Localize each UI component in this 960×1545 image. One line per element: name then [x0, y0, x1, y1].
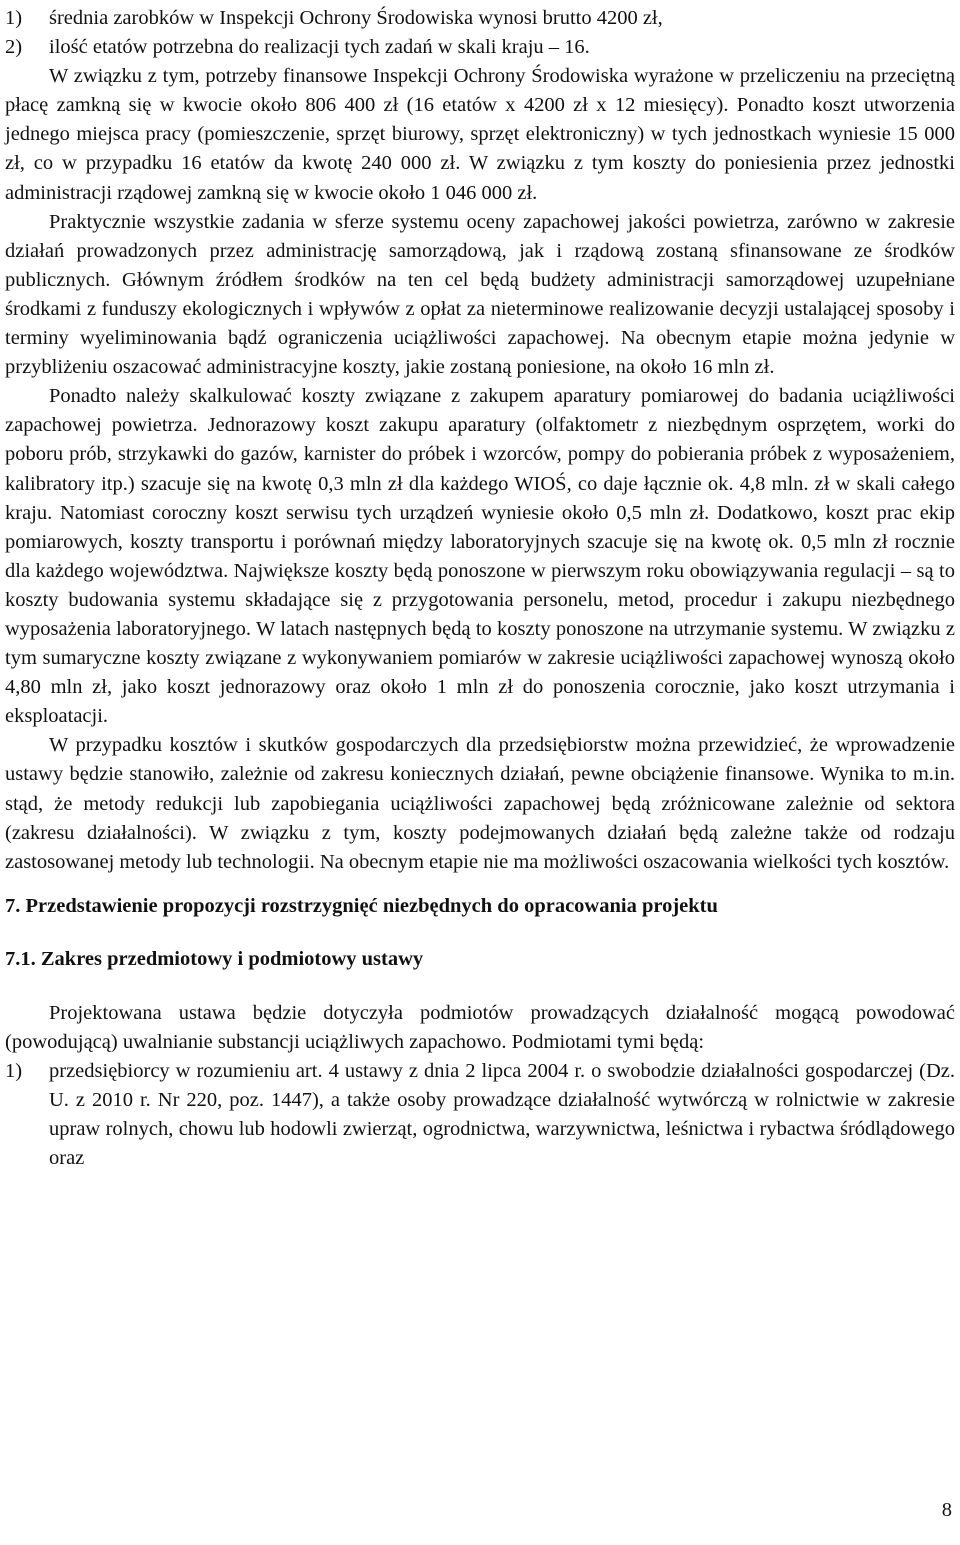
list-item — [5, 33, 955, 62]
paragraph-business-costs: W przypadku kosztów i skutków gospodarczych dla przedsiębiorstw można przewidzieć, że wprowadzenie ustawy będzie stanowiło, zależnie od zakresu koniecznych działań, pewne obciążenie finansowe. Wynika to m.in. stąd, że metody redukcji lub zapobiegania uciążliwości zapachowej będą zróżnicowane zależnie od sektora (zakresu działalności). W związku z tym, koszty podejmowanych działań będą zależne także od rodzaju zastosowanej metody lub technologii. Na obecnym etapie nie ma możliwości oszacowania wielkości tych kosztów. — [5, 734, 955, 873]
paragraph-costs-inspection: W związku z tym, potrzeby finansowe Inspekcji Ochrony Środowiska wyrażone w przeliczeniu na przeciętną płacę zamkną się w kwocie około 806 400 zł (16 etatów x 4200 zł x 12 miesięcy). Ponadto koszt utworzenia jednego miejsca pracy (pomieszczenie, sprzęt biurowy, sprzęt elektroniczny) w tych jednostkach wyniesie 15 000 zł, co w przypadku 16 etatów da kwotę 240 000 zł. W związku z tym koszty do poniesienia przez jednostki administracji rządowej zamkną się w kwocie około 1 046 000 zł. — [5, 65, 955, 204]
list-item — [5, 4, 955, 33]
paragraph-scope: Projektowana ustawa będzie dotyczyła podmiotów prowadzących działalność mogącą powodować (powodującą) uwalnianie substancji uciążliwych zapachowo. Podmiotami tymi będą: — [5, 1002, 955, 1054]
paragraph-public-funding: Praktycznie wszystkie zadania w sferze systemu oceny zapachowej jakości powietrza, zarówno w zakresie działań prowadzonych przez administrację samorządową, jak i rządową zostaną sfinansowane ze środków publicznych. Głównym źródłem środków na ten cel będą budżety administracji samorządowej uzupełniane środkami z funduszy ekologicznych i wpływów z opłat za nieterminowe realizowanie decyzji ustalającej sposoby i terminy wyeliminowania bądź ograniczenia uciążliwości zapachowej. Na obecnym etapie można jedynie w przybliżeniu oszacować administracyjne koszty, jakie zostaną poniesione, na około 16 mln zł. — [5, 210, 955, 379]
list-item-text: ilość etatów potrzebna do realizacji tych zadań w skali kraju – 16. — [49, 36, 590, 59]
list-item-number: 1) — [5, 7, 23, 29]
section-heading-7-1: 7.1. Zakres przedmiotowy i podmiotowy ustawy — [5, 947, 424, 970]
document-page — [5, 4, 955, 1174]
list-item-number: 2) — [5, 36, 23, 59]
list-item-text: średnia zarobków w Inspekcji Ochrony Środowiska wynosi brutto 4200 zł, — [49, 7, 663, 29]
list-item — [5, 1057, 955, 1173]
page-number: 8 — [941, 1499, 952, 1521]
paragraph-equipment-costs: Ponadto należy skalkulować koszty związane z zakupem aparatury pomiarowej do badania uciążliwości zapachowej powietrza. Jednorazowy koszt zakupu aparatury (olfaktometr z niezbędnym osprzętem, worki do poboru prób, strzykawki do gazów, karnister do próbek i wzorców, pompy do pobierania próbek z wyposażeniem, kalibratory itp.) szacuje się na kwotę 0,3 mln zł dla każdego WIOŚ, co daje łącznie ok. 4,8 mln. zł w skali całego kraju. Natomiast coroczny koszt serwisu tych urządzeń wyniesie około 0,5 mln zł. Dodatkowo, koszt prac ekip pomiarowych, koszty transportu i porównań między laboratoryjnych szacuje się na kwotę ok. 0,5 mln zł rocznie dla każdego województwa. Największe koszty będą ponoszone w pierwszym roku obowiązywania regulacji – są to koszty budowania systemu składające się z przygotowania personelu, metod, procedur i zakupu niezbędnego wyposażenia laboratoryjnego. W latach następnych będą to koszty ponoszone na utrzymanie systemu. W związku z tym sumaryczne koszty związane z wykonywaniem pomiarów w zakresie uciążliwości zapachowej wynoszą około 4,80 mln zł, jako koszt jednorazowy oraz około 1 mln zł do ponoszenia corocznie, jako koszt utrzymania i eksploatacji. — [5, 385, 955, 728]
list-item-text: przedsiębiorcy w rozumieniu art. 4 ustawy z dnia 2 lipca 2004 r. o swobodzie działalności gospodarczej (Dz. U. z 2010 r. Nr 220, poz. 1447), a także osoby prowadzące działalność wytwórczą w rolnictwie w zakresie upraw rolnych, chowu lub hodowli zwierząt, ogrodnictwa, warzywnictwa, leśnictwa i rybactwa śródlądowego oraz — [49, 1060, 955, 1170]
section-heading-7: 7. Przedstawienie propozycji rozstrzygnięć niezbędnych do opracowania projektu — [5, 894, 718, 917]
list-item-number: 1) — [5, 1060, 23, 1083]
